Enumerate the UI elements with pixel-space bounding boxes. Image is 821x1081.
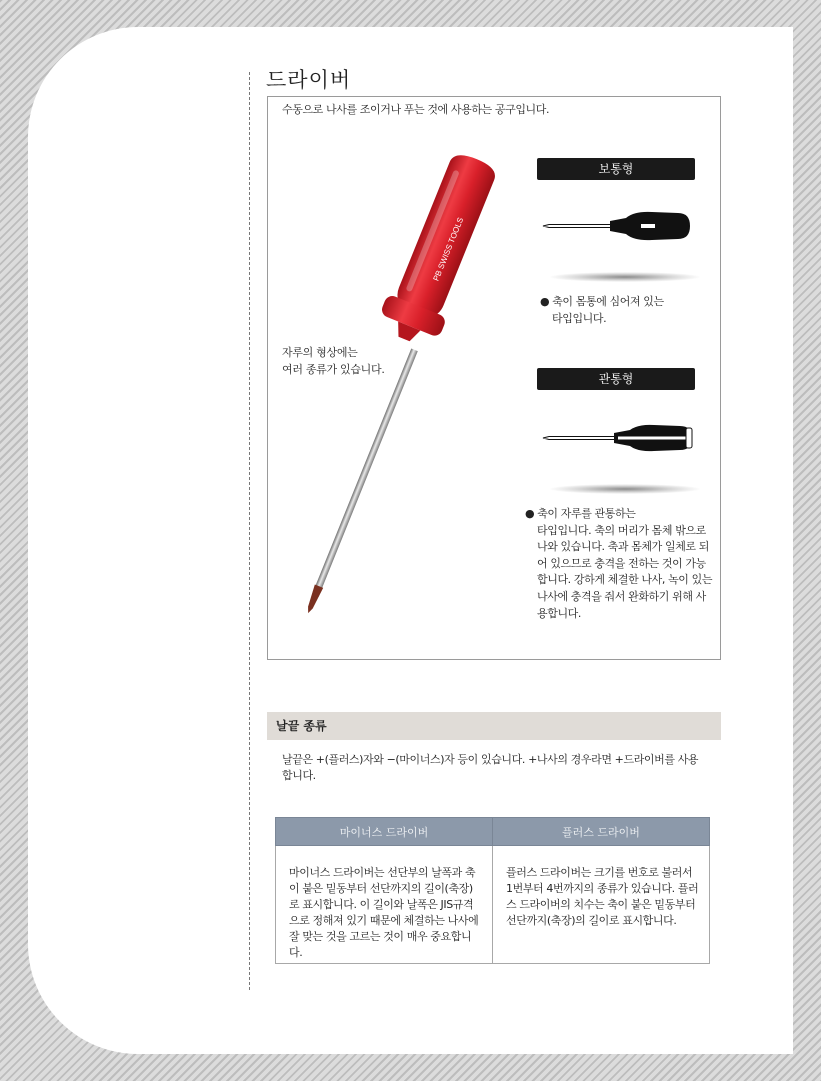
through-type-shadow xyxy=(550,484,700,494)
screwdriver-handle xyxy=(374,150,506,351)
screwdriver-shaft xyxy=(304,348,419,615)
driver-types-table xyxy=(275,817,710,964)
tip-types-header: 날끝 종류 xyxy=(267,712,721,740)
through-type-illustration xyxy=(540,420,700,456)
screwdriver-illustration xyxy=(250,150,540,640)
plus-driver-header: 플러스 드라이버 xyxy=(493,818,710,846)
bullet-dot: ● xyxy=(540,295,550,308)
handle-brand-text: PB SWISS TOOLS xyxy=(431,216,466,283)
normal-type-first-line: 축이 몸통에 심어져 있는 xyxy=(552,295,664,308)
minus-driver-header: 마이너스 드라이버 xyxy=(276,818,493,846)
plus-driver-cell: 플러스 드라이버는 크기를 번호로 불러서 1번부터 4번까지의 종류가 있습니다. 플러스 드라이버의 치수는 축이 붙은 밑동부터 선단까지(축장)의 길이로 표시합니다. xyxy=(493,846,710,964)
normal-type-illustration xyxy=(540,208,700,244)
through-type-first-line: 축이 자루를 관통하는 xyxy=(537,507,636,520)
table-header-row xyxy=(276,818,710,846)
intro-text: 수동으로 나사를 조이거나 푸는 것에 사용하는 공구입니다. xyxy=(282,103,550,116)
through-type-label: 관통형 xyxy=(537,368,695,390)
bullet-dot: ● xyxy=(525,507,535,520)
normal-type-shadow xyxy=(550,272,700,282)
tip-types-text: 날끝은 +(플러스)자와 −(마이너스)자 등이 있습니다. +나사의 경우라면 +드라이버를 사용합니다. xyxy=(282,753,699,782)
normal-type-description xyxy=(540,294,710,327)
normal-type-rest: 타입입니다. xyxy=(552,311,607,325)
handle-note-text: 자루의 형상에는 여러 종류가 있습니다. xyxy=(282,346,385,376)
normal-type-label: 보통형 xyxy=(537,158,695,180)
through-type-rest: 타입입니다. 축의 머리가 몸체 밖으로 나와 있습니다. 축과 몸체가 일체로 되어 있으므로 충격을 전하는 것이 가능합니다. 강하게 체결한 나사, 녹이 있는 나사에 충격을 줘서 완화하기 위해 사용합니다. xyxy=(537,523,713,620)
through-type-description xyxy=(525,506,715,622)
table-row xyxy=(276,846,710,964)
page-title: 드라이버 xyxy=(266,68,352,92)
minus-driver-cell: 마이너스 드라이버는 선단부의 날폭과 축이 붙은 밑동부터 선단까지의 길이(축장)로 표시합니다. 이 길이와 날폭은 JIS규격으로 정해져 있기 때문에 체결하는 나사에 잘 맞는 것을 고르는 것이 매우 중요합니다. xyxy=(276,846,493,964)
